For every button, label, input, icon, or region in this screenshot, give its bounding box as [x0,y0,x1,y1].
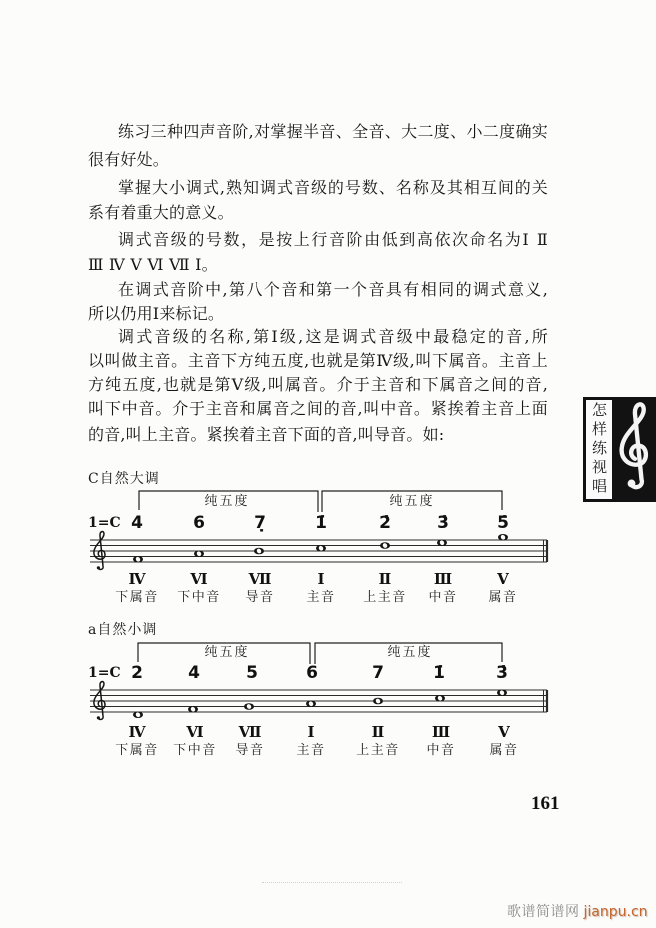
scale-degree: Ⅰ [307,723,315,741]
jianpu-number: 6 [193,513,205,533]
jianpu-number: 2 [131,663,143,683]
degree-name: 上主音 [356,743,400,758]
scale-degree: Ⅳ [128,723,146,741]
chapter-side-tab [583,397,656,502]
example-2-notes [133,689,507,718]
jianpu-number: 4 [188,663,200,683]
degree-name: 中音 [428,590,458,605]
degree-name: 属音 [489,743,519,758]
example-2-staff [90,690,547,712]
degree-name: 主音 [296,743,326,758]
jianpu-number: 3̇ [437,513,449,533]
treble-clef-dot [628,480,636,488]
page-number: 161 [531,793,560,814]
jianpu-number: 7̣ [254,513,266,533]
treble-clef-icon [616,401,654,497]
example-1-staff [90,540,547,562]
key-signature: 1=C [88,665,121,681]
scale-degree: Ⅰ [317,570,325,588]
interval-label: 纯五度 [204,494,250,509]
degree-name: 下中音 [177,590,221,605]
scale-degree: Ⅵ [190,570,208,588]
treble-clef-icon [94,682,105,720]
treble-clef-icon [94,532,105,570]
jianpu-number: 6 [306,663,318,683]
paragraph-5-line-5: 的音,叫上主音。紧挨着主音下面的音,叫导音。如: [88,425,445,444]
whole-note [188,706,198,713]
jianpu-number: 1̇ [433,663,445,683]
scale-degree: Ⅶ [238,723,262,741]
paragraph-5-line-4: 叫下中音。介于主音和属音之间的音,叫中音。紧挨着主音上面 [88,399,548,418]
degree-name: 下中音 [173,743,217,758]
jianpu-number: 5̇ [497,513,509,533]
scale-degree: Ⅱ [371,723,385,741]
paragraph-5-line-1: 调式音级的名称,第Ⅰ级,这是调式音级中最稳定的音,所 [118,327,548,346]
degree-name: 下属音 [115,590,159,605]
degree-name: 主音 [306,590,336,605]
paragraph-1-line-1: 练习三种四声音阶,对掌握半音、全音、大二度、小二度确实 [118,122,548,141]
whole-note [498,534,508,541]
paragraph-5-line-3: 方纯五度,也就是第Ⅴ级,叫属音。介于主音和下属音之间的音, [88,375,548,394]
whole-note [133,556,143,563]
scan-artifact-divider [262,882,402,883]
whole-note [497,689,507,696]
treble-clef-shape [622,404,646,487]
degree-name: 中音 [426,743,456,758]
jianpu-number: 4 [131,513,143,533]
scale-degree: Ⅵ [186,723,204,741]
scale-degree: Ⅲ [433,570,453,588]
degree-name: 导音 [235,743,265,758]
watermark-site-name: 歌谱简谱网 [507,904,580,920]
degree-name: 上主音 [363,590,407,605]
paragraph-3-line-1: 调式音级的号数，是按上行音阶由低到高依次命名为Ⅰ Ⅱ [118,230,548,249]
whole-note [244,703,254,710]
scale-degree: Ⅱ [378,570,392,588]
interval-label: 纯五度 [204,645,250,660]
example-title: a自然小调 [88,622,158,638]
whole-note [316,545,326,552]
scale-degree: Ⅲ [431,723,451,741]
example-title: C自然大调 [88,471,160,487]
paragraph-2-line-1: 掌握大小调式,熟知调式音级的号数、名称及其相互间的关 [118,178,548,197]
scale-degree: Ⅳ [128,570,146,588]
whole-note [373,698,383,705]
key-signature: 1=C [88,515,121,531]
jianpu-number: 7 [372,663,384,683]
whole-note [306,700,316,707]
paragraph-1-line-2: 很有好处。 [88,150,170,169]
paragraph-5-line-2: 以叫做主音。主音下方纯五度,也就是第Ⅳ级,叫下属音。主音上 [88,351,548,370]
jianpu-number: 5 [246,663,258,683]
whole-note [437,539,447,546]
interval-label: 纯五度 [387,645,433,660]
jianpu-number: 3̇ [496,663,508,683]
scale-degree: Ⅶ [248,570,272,588]
paragraph-4-line-2: 所以仍用Ⅰ来标记。 [88,304,225,323]
jianpu-number: 2̇ [379,513,391,533]
watermark-domain: jianpu.cn [583,904,648,920]
degree-name: 属音 [488,590,518,605]
paragraph-2-line-2: 系有着重大的意义。 [88,203,234,222]
scale-degree: Ⅴ [497,570,509,588]
whole-note [194,550,204,557]
whole-note [435,695,445,702]
example-1-notes [133,534,508,563]
degree-name: 下属音 [115,743,159,758]
whole-note [254,548,264,555]
side-tab-title: 怎样练视唱 [586,400,612,499]
interval-label: 纯五度 [389,494,435,509]
whole-note [133,711,143,718]
whole-note [380,542,390,549]
degree-name: 导音 [245,590,275,605]
jianpu-number: 1̇ [315,513,327,533]
watermark [507,903,648,921]
scale-degree: Ⅴ [498,723,510,741]
paragraph-3-line-2: Ⅲ Ⅳ Ⅴ Ⅵ Ⅶ Ⅰ。 [88,255,218,274]
paragraph-4-line-1: 在调式音阶中,第八个音和第一个音具有相同的调式意义, [118,280,548,299]
